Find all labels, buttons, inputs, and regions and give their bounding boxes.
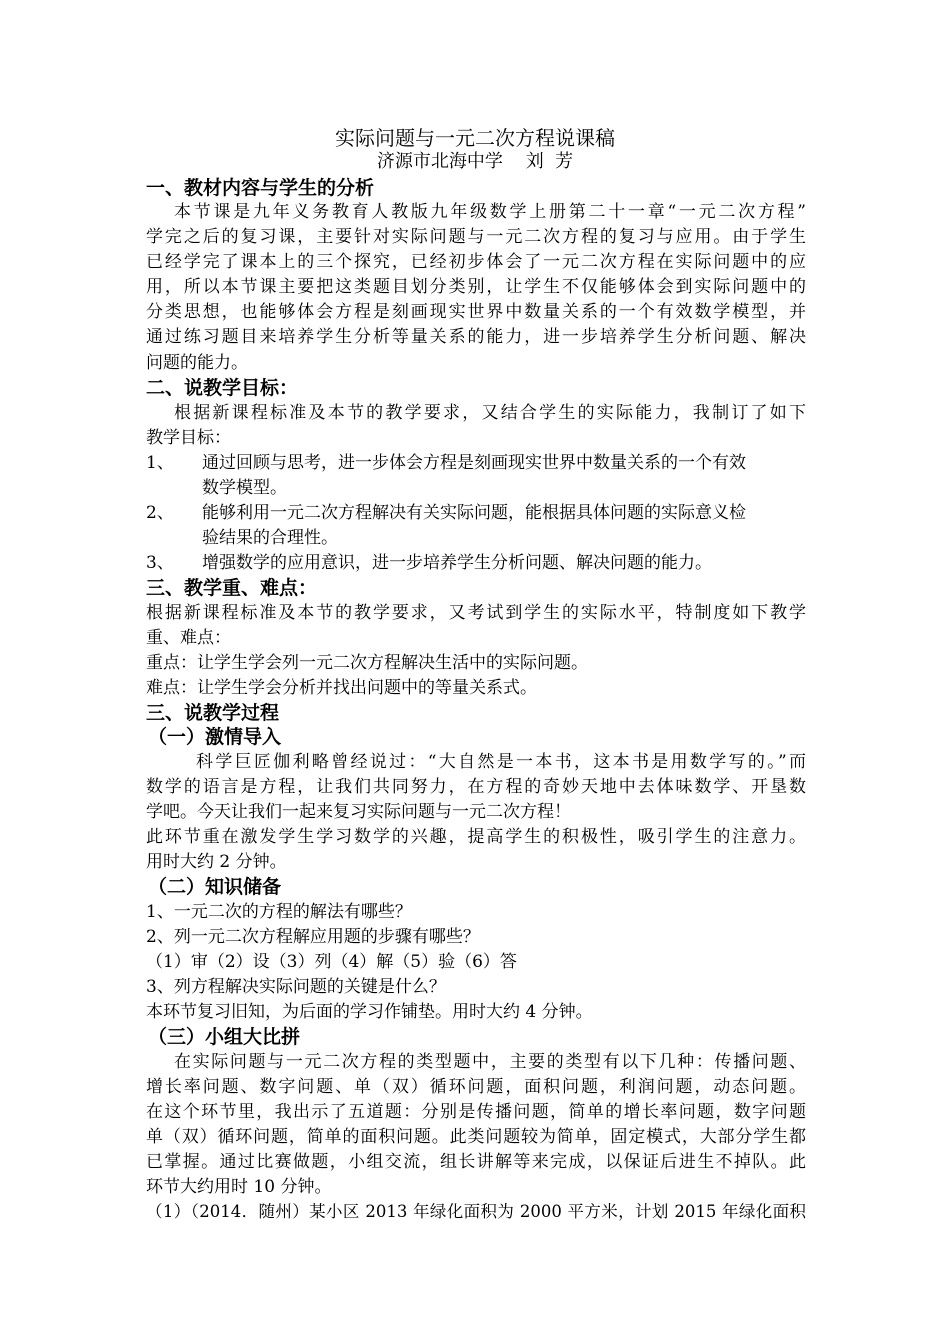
paragraph-line: 用时大约 2 分钟。: [146, 852, 287, 872]
subsection-heading-competition: （三）小组大比拼: [148, 1026, 301, 1048]
list-item: （1）审（2）设（3）列（4）解（5）验（6）答: [146, 952, 517, 972]
paragraph-line: 通过练习题目来培养学生分析等量关系的能力，进一步培养学生分析问题、解决: [146, 327, 806, 347]
paragraph-line: 在实际问题与一元二次方程的类型题中，主要的类型有以下几种：传播问题、: [174, 1052, 806, 1072]
section-heading-key-points: 三、教学重、难点：: [146, 577, 318, 599]
paragraph-line: 环节大约用时 10 分钟。: [146, 1177, 332, 1197]
key-point-line: 重点：让学生学会列一元二次方程解决生活中的实际问题。: [146, 653, 588, 673]
goal-item-continuation: 数学模型。: [202, 478, 287, 498]
paragraph-line: 已经学完了课本上的三个探究，已经初步体会了一元二次方程在实际问题中的应: [146, 252, 806, 272]
goal-item-text: 通过回顾与思考，进一步体会方程是刻画现实世界中数量关系的一个有效: [202, 453, 746, 473]
list-item: 1、一元二次的方程的解法有哪些？: [146, 902, 412, 922]
paragraph-line: 问题的能力。: [146, 353, 248, 373]
subsection-heading-knowledge: （二）知识储备: [148, 876, 282, 898]
goal-item-number: 1、: [146, 453, 174, 473]
paragraph-line: 教学目标：: [146, 428, 231, 448]
goal-item-number: 3、: [146, 553, 174, 573]
list-item: 3、列方程解决实际问题的关键是什么？: [146, 977, 446, 997]
paragraph-line: 用，所以本节课主要把这类题目划分类别，让学生不仅能够体会到实际问题中的: [146, 277, 806, 297]
paragraph-line: 单（双）循环问题，简单的面积问题。此类问题较为简单，固定模式，大部分学生都: [146, 1127, 806, 1147]
subsection-heading-intro: （一）激情导入: [148, 726, 282, 748]
paragraph-line: 根据新课程标准及本节的教学要求，又考试到学生的实际水平，特制度如下教学: [146, 603, 806, 623]
paragraph-line: 增长率问题、数字问题、单（双）循环问题，面积问题，利润问题，动态问题。: [146, 1077, 806, 1097]
document-author: 济源市北海中学 刘 芳: [376, 151, 574, 172]
paragraph-line: 本节课是九年义务教育人教版九年级数学上册第二十一章“一元二次方程”: [174, 202, 806, 222]
difficulty-line: 难点：让学生学会分析并找出问题中的等量关系式。: [146, 678, 537, 698]
paragraph-line: 分类思想，也能够体会方程是刻画现实世界中数量关系的一个有效数学模型，并: [146, 302, 806, 322]
paragraph-line: 数学的语言是方程，让我们共同努力，在方程的奇妙天地中去体味数学、开垦数: [146, 777, 806, 797]
goal-item-continuation: 验结果的合理性。: [202, 528, 338, 548]
document-title: 实际问题与一元二次方程说课稿: [335, 126, 615, 150]
goal-item-text: 增强数学的应用意识，进一步培养学生分析问题、解决问题的能力。: [202, 553, 712, 573]
paragraph-line: 学吧。今天让我们一起来复习实际问题与一元二次方程！: [146, 802, 571, 822]
problem-line: （1）（2014．随州）某小区 2013 年绿化面积为 2000 平方米，计划 2015 年绿化面积: [146, 1202, 806, 1221]
paragraph-line: 本环节复习旧知，为后面的学习作铺垫。用时大约 4 分钟。: [146, 1002, 593, 1022]
goal-item-number: 2、: [146, 503, 174, 523]
section-heading-goals: 二、说教学目标：: [146, 377, 299, 399]
section-heading-process: 三、说教学过程: [146, 702, 280, 724]
section-heading-analysis: 一、教材内容与学生的分析: [146, 177, 375, 199]
paragraph-line: 根据新课程标准及本节的教学要求，又结合学生的实际能力，我制订了如下: [174, 403, 806, 423]
paragraph-line: 在这个环节里，我出示了五道题：分别是传播问题，简单的增长率问题，数字问题: [146, 1102, 806, 1122]
goal-item-text: 能够利用一元二次方程解决有关实际问题，能根据具体问题的实际意义检: [202, 503, 746, 523]
paragraph-line: 科学巨匠伽利略曾经说过：“大自然是一本书，这本书是用数学写的。”而: [196, 752, 806, 772]
list-item: 2、列一元二次方程解应用题的步骤有哪些？: [146, 927, 480, 947]
paragraph-line: 学完之后的复习课，主要针对实际问题与一元二次方程的复习与应用。由于学生: [146, 227, 806, 247]
paragraph-line: 已掌握。通过比赛做题，小组交流，组长讲解等来完成，以保证后进生不掉队。此: [146, 1152, 806, 1172]
paragraph-line: 此环节重在激发学生学习数学的兴趣，提高学生的积极性，吸引学生的注意力。: [146, 827, 806, 847]
paragraph-line: 重、难点：: [146, 628, 231, 648]
